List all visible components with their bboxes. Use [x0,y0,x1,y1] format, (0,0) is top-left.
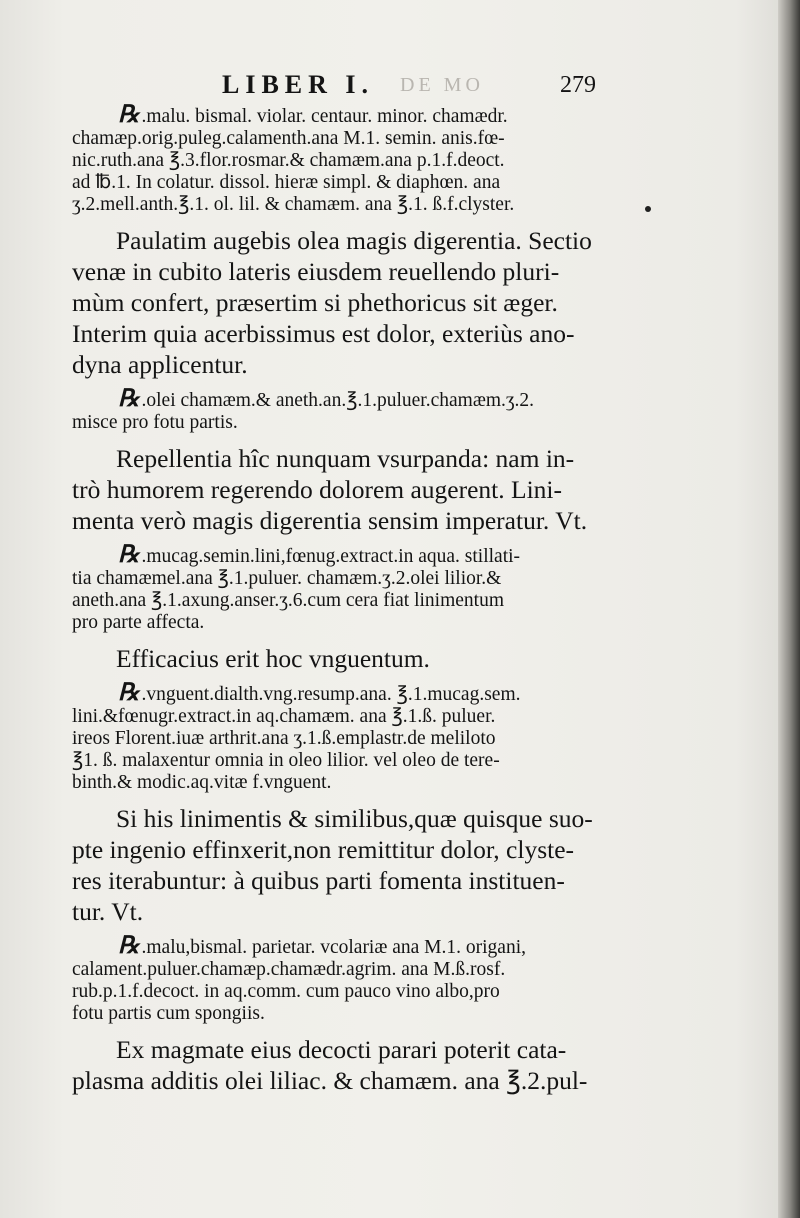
recipe-symbol: ℞ [118,386,140,412]
text-line-content: ʒ.2.mell.anth.℥.1. ol. lil. & chamæm. ana ℥.1. ß.f.clyster. [72,194,515,215]
text-line-content: Ex magmate eius decocti parari poterit cata- [116,1035,567,1064]
bleed-through-title: DE MO [400,74,484,96]
text-line-content: .olei chamæm.& aneth.an.℥.1.puluer.chamæm.ʒ.2. [141,390,535,411]
text-line [72,412,632,434]
text-line [72,935,632,959]
text-line [72,834,632,865]
text-line-content: fotu partis cum spongiis. [72,1003,265,1024]
text-line-content: binth.& modic.aq.vitæ f.vnguent. [72,772,332,793]
recipe-symbol: ℞ [118,680,140,706]
text-line-content: venæ in cubito lateris eiusdem reuellendo pluri- [72,257,560,286]
text-line [72,612,632,634]
text-line [72,256,632,287]
text-line [72,349,632,380]
text-line-content: tur. Vt. [72,897,144,926]
text-line [72,643,632,674]
text-line-content: mùm confert, præsertim si phethoricus sit æger. [72,288,558,317]
text-line [72,706,632,728]
text-paragraph [72,443,632,536]
text-line [72,443,632,474]
recipe-symbol: ℞ [118,933,140,959]
page-text [72,104,632,1104]
text-line-content: .mucag.semin.lini,fœnug.extract.in aqua. stillati- [141,546,521,567]
text-paragraph [72,643,632,674]
text-line-content: .vnguent.dialth.vng.resump.ana. ℥.1.mucag.sem. [141,684,521,705]
text-line-content: plasma additis olei liliac. & chamæm. ana ℥.2.pul- [72,1066,588,1095]
text-line [72,544,632,568]
text-line [72,474,632,505]
text-line [72,896,632,927]
recipe-symbol: ℞ [118,542,140,568]
page-number: 279 [560,72,596,98]
running-head-title: LIBER I. [222,70,375,99]
text-line [72,959,632,981]
text-line-content: Repellentia hîc nunquam vsurpanda: nam in- [116,444,575,473]
text-paragraph [72,1034,632,1096]
text-line [72,981,632,1003]
text-line [72,865,632,896]
prescription-paragraph [72,104,632,216]
text-line-content: menta verò magis digerentia sensim imperatur. Vt. [72,506,588,535]
text-paragraph [72,803,632,927]
text-line-content: Interim quia acerbissimus est dolor, exteriùs ano- [72,319,575,348]
text-line [72,1003,632,1025]
text-line-content: rub.p.1.f.decoct. in aq.comm. cum pauco vino albo,pro [72,981,500,1002]
text-line-content: Si his linimentis & similibus,quæ quisque suo- [116,804,593,833]
text-line [72,772,632,794]
text-line [72,1034,632,1065]
text-line-content: dyna applicentur. [72,350,248,379]
text-line [72,128,632,150]
text-line-content: tia chamæmel.ana ℥.1.puluer. chamæm.ʒ.2.olei lilior.& [72,568,502,589]
text-line-content: trò humorem regerendo dolorem augerent. Lini- [72,475,562,504]
text-line [72,150,632,172]
text-line-content: aneth.ana ℥.1.axung.anser.ʒ.6.cum cera fiat linimentum [72,590,504,611]
prescription-paragraph [72,935,632,1025]
prescription-paragraph [72,544,632,634]
text-line [72,590,632,612]
prescription-paragraph [72,682,632,794]
text-line-content: ad ℔.1. In colatur. dissol. hieræ simpl. & diaphœn. ana [72,172,501,193]
text-line [72,682,632,706]
text-line [72,104,632,128]
text-line [72,194,632,216]
recipe-symbol: ℞ [118,102,140,128]
text-line [72,803,632,834]
text-line [72,172,632,194]
text-line-content: calament.puluer.chamæp.chamædr.agrim. ana M.ß.rosf. [72,959,506,980]
text-line [72,318,632,349]
text-line-content: lini.&fœnugr.extract.in aq.chamæm. ana ℥.1.ß. puluer. [72,706,496,727]
text-line [72,505,632,536]
text-line-content: ℥1. ß. malaxentur omnia in oleo lilior. vel oleo de tere- [72,750,500,771]
text-line [72,287,632,318]
text-line [72,568,632,590]
text-line [72,225,632,256]
text-paragraph [72,225,632,380]
text-line-content: ireos Florent.iuæ arthrit.ana ʒ.1.ß.emplastr.de meliloto [72,728,496,749]
text-line-content: res iterabuntur: à quibus parti fomenta instituen- [72,866,565,895]
text-line [72,388,632,412]
prescription-paragraph [72,388,632,434]
text-line-content: Efficacius erit hoc vnguentum. [116,644,430,673]
text-line-content: .malu,bismal. parietar. vcolariæ ana M.1. origani, [141,937,526,958]
text-line [72,1065,632,1096]
text-line-content: .malu. bismal. violar. centaur. minor. chamædr. [141,106,508,127]
ink-dot [645,206,651,212]
page-gutter-shadow [778,0,800,1218]
text-line [72,728,632,750]
text-line-content: Paulatim augebis olea magis digerentia. Sectio [116,226,592,255]
text-line [72,750,632,772]
text-line-content: chamæp.orig.puleg.calamenth.ana M.1. semin. anis.fœ- [72,128,505,149]
text-line-content: pte ingenio effinxerit,non remittitur dolor, clyste- [72,835,575,864]
text-line-content: pro parte affecta. [72,612,205,633]
text-line-content: nic.ruth.ana ℥.3.flor.rosmar.& chamæm.ana p.1.f.deoct. [72,150,505,171]
text-line-content: misce pro fotu partis. [72,412,238,433]
